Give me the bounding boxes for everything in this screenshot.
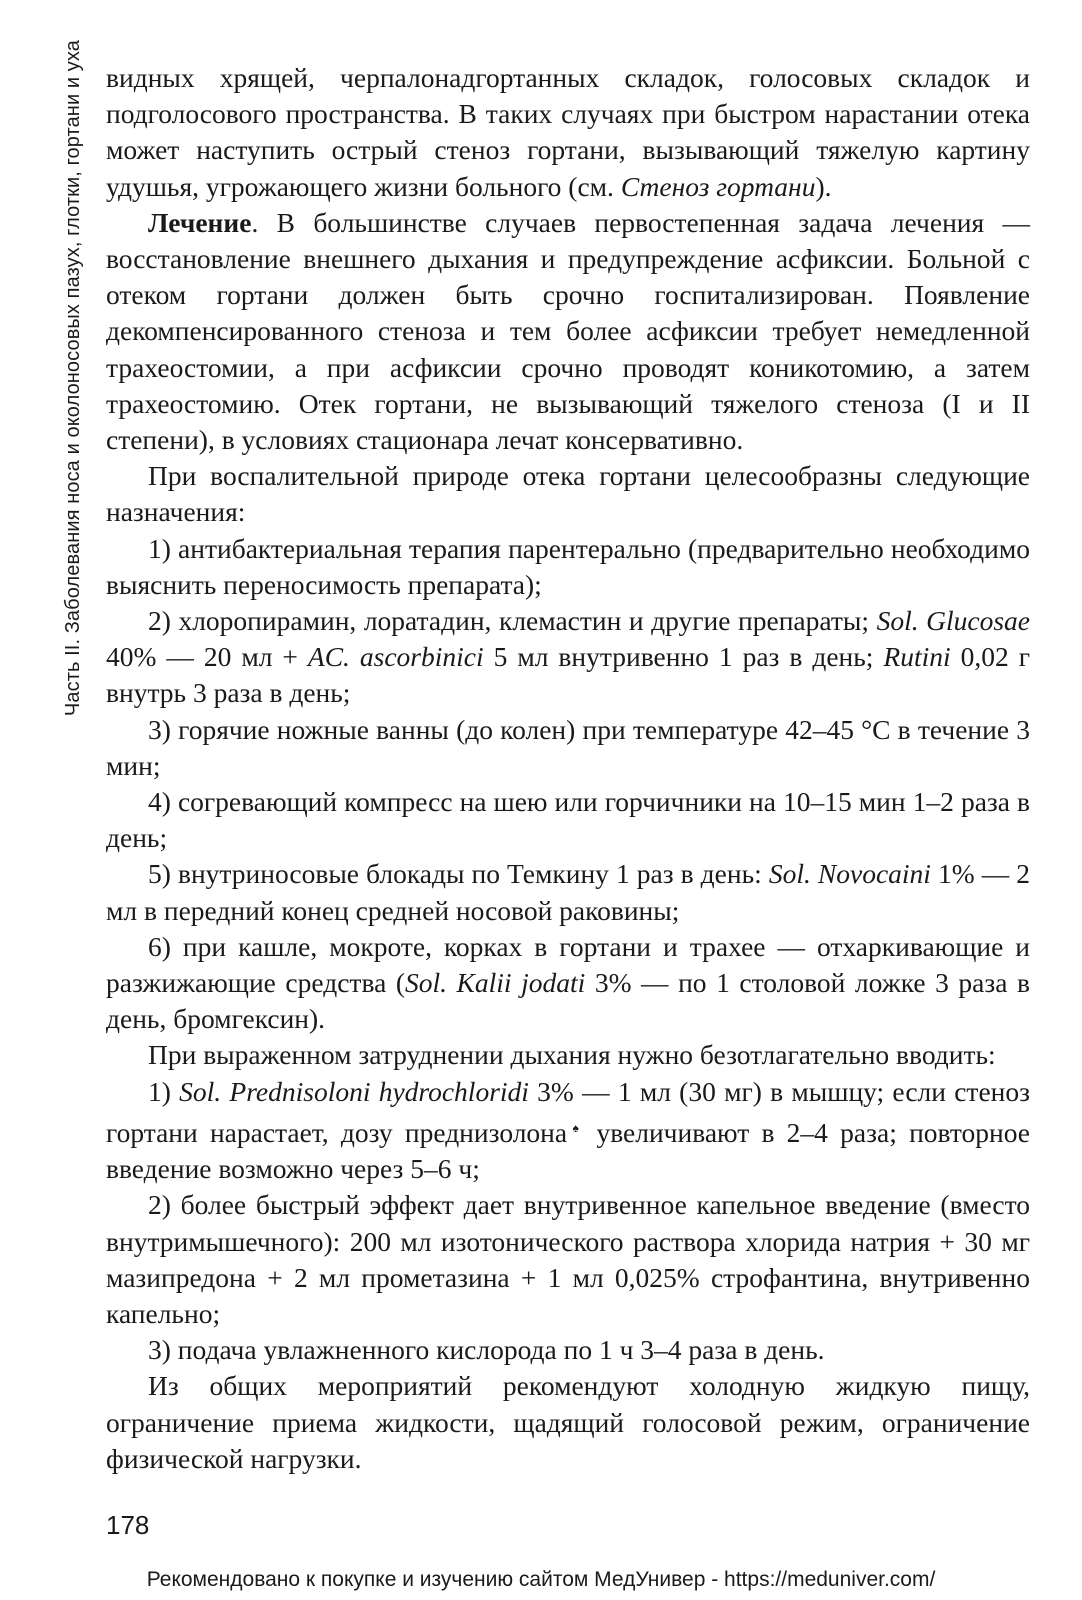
- list-item: 1) антибактериальная терапия парентерально (предварительно необходимо выяснить переносимость препарата);: [106, 532, 1030, 600]
- footer-note: Рекомендовано к покупке и изучению сайтом МедУнивер - https://meduniver.com/: [146, 1568, 936, 1591]
- list-item: 5) внутриносовые блокады по Темкину 1 раз в день: Sol. Novocaini 1% — 2 мл в передний конец средней носовой раковины;: [106, 858, 1030, 926]
- list-item: 3) подача увлажненного кислорода по 1 ч 3–4 раза в день.: [148, 1334, 825, 1366]
- paragraph: видных хрящей, черпалонадгортанных складок, голосовых складок и подголосового пространства. В таких случаях при быстром нарастании отека может наступить острый стеноз гортани, вызывающий тяжелую картину удушья, угрожающего жизни больного (см. Стеноз гортани).: [106, 62, 1030, 202]
- paragraph: При выраженном затруднении дыхания нужно безотлагательно вводить:: [148, 1039, 996, 1071]
- list-item: 4) согревающий компресс на шею или горчичники на 10–15 мин 1–2 раза в день;: [106, 786, 1030, 854]
- list-item: 6) при кашле, мокроте, корках в гортани и трахее — отхаркивающие и разжижающие средства (Sol. Kalii jodati 3% — по 1 столовой ложке 3 раза в день, бромгексин).: [106, 930, 1030, 1035]
- paragraph: При воспалительной природе отека гортани целесообразны следующие назначения:: [106, 460, 1030, 528]
- list-item: 2) хлоропирамин, лоратадин, клемастин и другие препараты; Sol. Glucosae 40% — 20 мл + AC. ascorbinici 5 мл внутривенно 1 раз в день; Rutini 0,02 г внутрь 3 раза в день;: [106, 605, 1031, 709]
- footnote-mark: ♠: [567, 1120, 585, 1135]
- paragraph: Из общих мероприятий рекомендуют холодную жидкую пищу, ограничение приема жидкости, щадящий голосовой режим, ограничение физической нагрузки.: [106, 1370, 1030, 1474]
- list-item: 2) более быстрый эффект дает внутривенное капельное введение (вместо внутримышечного): 200 мл изотонического раствора хлорида натрия + 30 мг мазипредона + 2 мл прометазина + 1 мл 0,025% строфантина, внутривенно капельно;: [106, 1189, 1030, 1330]
- paragraph-treatment: Лечение. В большинстве случаев первостепенная задача лечения — восстановление внешнего дыхания и предупреждение асфиксии. Больной с отеком гортани должен быть срочно госпитализирован. Появление декомпенсированного стеноза и тем более асфиксии требует немедленной трахеостомии, а при асфиксии срочно проводят коникотомию, а затем трахеостомию. Отек гортани, не вызывающий тяжелого стеноза (I и II степени), в условиях стационара лечат консервативно.: [106, 206, 1030, 456]
- body-text: [106, 60, 1030, 1477]
- list-item: 1) Sol. Prednisoloni hydrochloridi 3% — 1 мл (30 мг) в мышцу; если стеноз гортани нарастает, дозу преднизолона♠ увеличивают в 2–4 раза; повторное введение возможно через 5–6 ч;: [106, 1075, 1030, 1185]
- running-header: Часть II. Заболевания носа и околоносовых пазух, глотки, гортани и уха: [62, 40, 84, 717]
- section-heading: Лечение: [148, 206, 252, 238]
- list-item: 3) горячие ножные ванны (до колен) при температуре 42–45 °С в течение 3 мин;: [106, 713, 1030, 781]
- page-number: 178: [106, 1510, 150, 1540]
